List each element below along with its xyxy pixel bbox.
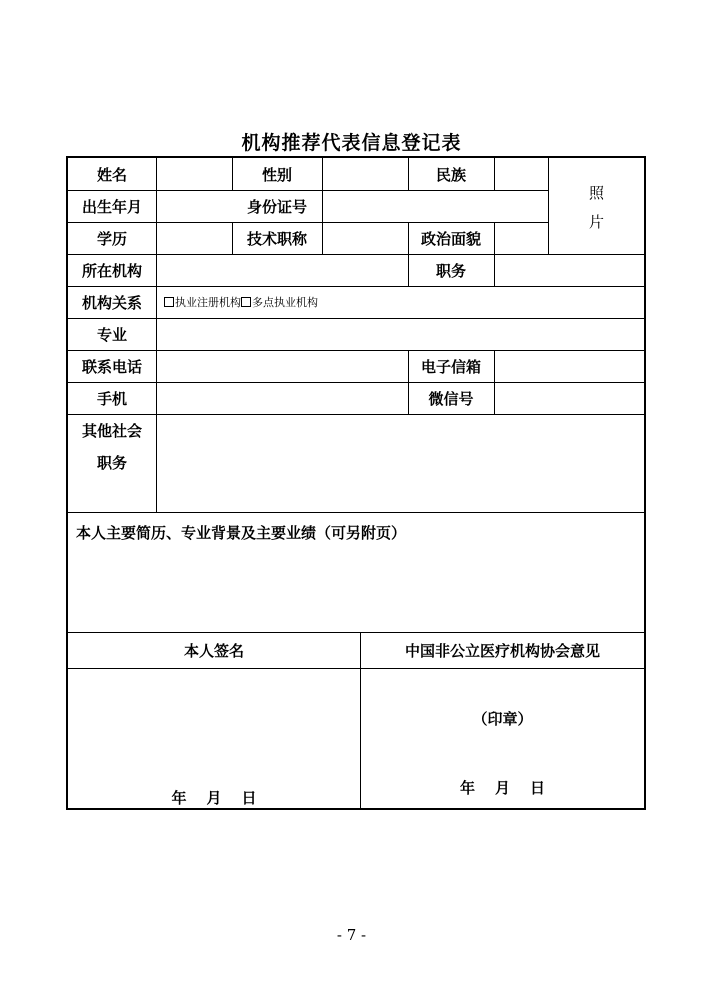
resume-field[interactable] — [68, 548, 644, 632]
tech-title-label: 技术职称 — [246, 229, 307, 248]
phone-field[interactable] — [157, 350, 408, 382]
education-label: 学历 — [96, 229, 127, 248]
institution-label: 所在机构 — [81, 261, 142, 280]
page-number: - 7 - — [336, 926, 367, 944]
email-field[interactable] — [495, 350, 644, 382]
resume-label: 本人主要简历、专业背景及主要业绩（可另附页） — [76, 523, 407, 542]
seal-label: （印章） — [472, 709, 533, 728]
gender-field[interactable] — [323, 158, 408, 190]
association-date-year: 年 — [459, 778, 475, 797]
other-duties-label-line2: 职务 — [96, 453, 127, 472]
specialty-label: 专业 — [96, 325, 127, 344]
association-date — [361, 776, 644, 798]
photo-label-line2: 片 — [588, 213, 604, 231]
education-field[interactable] — [157, 222, 232, 254]
relation-options — [164, 286, 564, 318]
signature-date-year: 年 — [171, 788, 187, 807]
political-label: 政治面貌 — [420, 229, 481, 248]
multi-site-institution-label: 多点执业机构 — [252, 296, 318, 309]
specialty-field[interactable] — [157, 318, 644, 350]
ethnicity-field[interactable] — [495, 158, 548, 190]
association-date-month: 月 — [494, 778, 510, 797]
name-label: 姓名 — [96, 165, 127, 184]
signature-date-day: 日 — [241, 788, 257, 807]
wechat-field[interactable] — [495, 382, 644, 414]
wechat-label: 微信号 — [428, 389, 474, 408]
tech-title-field[interactable] — [323, 222, 408, 254]
multi-site-institution-checkbox[interactable] — [241, 297, 251, 307]
row-divider — [68, 512, 644, 513]
other-duties-field[interactable] — [157, 414, 644, 512]
registration-form-table — [66, 156, 646, 810]
institution-field[interactable] — [157, 254, 408, 286]
birth-field[interactable] — [157, 190, 232, 222]
ethnicity-label: 民族 — [435, 165, 466, 184]
signature-label: 本人签名 — [183, 641, 244, 660]
position-field[interactable] — [495, 254, 644, 286]
position-label: 职务 — [435, 261, 466, 280]
signature-field[interactable] — [68, 669, 360, 769]
photo-placeholder[interactable] — [549, 158, 644, 254]
birth-label: 出生年月 — [81, 197, 142, 216]
email-label: 电子信箱 — [420, 357, 481, 376]
id-number-field[interactable] — [323, 190, 548, 222]
phone-label: 联系电话 — [81, 357, 142, 376]
association-date-day: 日 — [530, 778, 546, 797]
registered-institution-label: 执业注册机构 — [175, 296, 241, 309]
photo-label-line1: 照 — [588, 184, 604, 202]
mobile-field[interactable] — [157, 382, 408, 414]
form-title: 机构推荐代表信息登记表 — [241, 132, 462, 154]
political-field[interactable] — [495, 222, 548, 254]
association-opinion-label: 中国非公立医疗机构协会意见 — [404, 641, 600, 660]
signature-date — [68, 786, 360, 808]
relation-label: 机构关系 — [81, 293, 142, 312]
signature-date-month: 月 — [206, 788, 222, 807]
gender-label: 性别 — [261, 165, 292, 184]
registered-institution-checkbox[interactable] — [164, 297, 174, 307]
id-number-label: 身份证号 — [246, 197, 307, 216]
mobile-label: 手机 — [96, 389, 127, 408]
other-duties-label-line1: 其他社会 — [81, 421, 142, 440]
name-field[interactable] — [157, 158, 232, 190]
